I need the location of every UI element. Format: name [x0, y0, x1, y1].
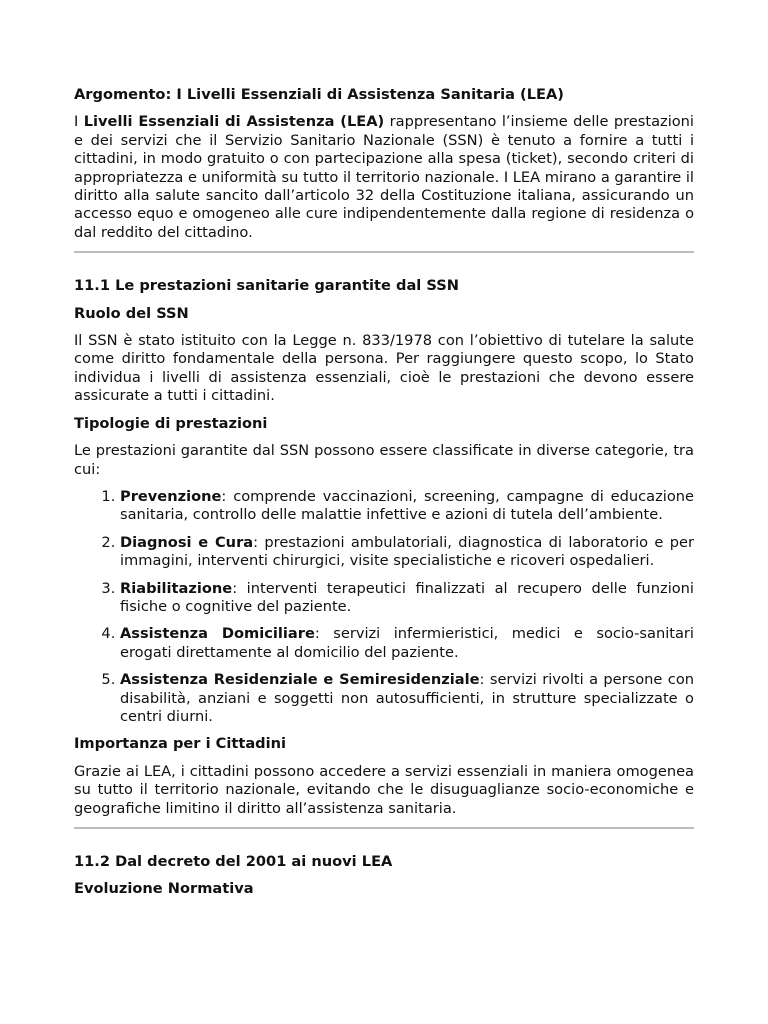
importanza-paragraph: Grazie ai LEA, i cittadini possono accedere a servizi essenziali in maniera omogenea su tutto il territorio nazionale, evitando che le disuguaglianze socio-economiche e geografiche limitino il diritto all’assistenza sanitaria.: [74, 762, 694, 817]
section-2-heading: 11.2 Dal decreto del 2001 ai nuovi LEA: [74, 853, 393, 870]
list-item-desc: : servizi infermieristici, medici e socio-sanitari erogati direttamente al domicilio del paziente.: [120, 625, 694, 661]
list-item: [120, 580, 694, 617]
intro-prefix: I: [74, 113, 84, 131]
list-item-term: Assistenza Domiciliare: [120, 625, 315, 643]
list-item: [120, 534, 694, 571]
intro-bold-term: Livelli Essenziali di Assistenza (LEA): [83, 113, 385, 131]
list-item-term: Diagnosi e Cura: [120, 533, 254, 551]
document-content: [74, 86, 694, 899]
importanza-heading: Importanza per i Cittadini: [74, 735, 287, 753]
section-divider: [74, 827, 694, 829]
section-1-heading: 11.1 Le prestazioni sanitarie garantite dal SSN: [74, 277, 459, 295]
list-item-desc: : comprende vaccinazioni, screening, campagne di educazione sanitaria, controllo delle malattie infettive e azioni di tutela dell’ambiente.: [120, 487, 694, 524]
ruolo-paragraph: Il SSN è stato istituito con la Legge n. 833/1978 con l’obiettivo di tutelare la salute come diritto fondamentale della persona. Per raggiungere questo scopo, lo Stato individua i livelli di assistenza essenziali, cioè le prestazioni che devono essere assicurate a tutti i cittadini.: [74, 332, 694, 405]
list-item-desc: : servizi rivolti a persone con disabilità, anziani e soggetti non autosufficienti, in strutture specializzate o centri diurni.: [120, 671, 694, 725]
list-item-desc: : interventi terapeutici finalizzati al recupero delle funzioni fisiche o cognitive del paziente.: [120, 579, 694, 615]
tipologie-intro: Le prestazioni garantite dal SSN possono essere classificate in diverse categorie, tra cui:: [74, 442, 694, 478]
tipologie-list: [74, 488, 694, 726]
topic-heading: Argomento: I Livelli Essenziali di Assistenza Sanitaria (LEA): [74, 86, 564, 103]
list-item: [120, 488, 694, 525]
list-item-term: Prevenzione: [120, 487, 222, 505]
intro-paragraph: [74, 113, 694, 242]
list-item-desc: : prestazioni ambulatoriali, diagnostica di laboratorio e per immagini, interventi chirurgici, visite specialistiche e ricoveri ospedalieri.: [120, 533, 694, 570]
intro-text: rappresentano l’insieme delle prestazioni e dei servizi che il Servizio Sanitario Nazionale (SSN) è tenuto a fornire a tutti i cittadini, in modo gratuito o con partecipazione alla spesa (ticket), secondo criteri di appropriatezza e uniformità su tutto il territorio nazionale. I LEA mirano a garantire il diritto alla salute sancito dall’articolo 32 della Costituzione italiana, assicurando un accesso equo e omogeneo alle cure indipendentemente dalla regione di residenza o dal reddito del cittadino.: [74, 113, 694, 241]
evoluzione-heading: Evoluzione Normativa: [74, 880, 254, 898]
section-divider: [74, 251, 694, 253]
list-item-term: Assistenza Residenziale e Semiresidenziale: [120, 671, 480, 689]
ruolo-heading: Ruolo del SSN: [74, 304, 189, 322]
list-item: [120, 625, 694, 662]
list-item: [120, 671, 694, 726]
list-item-term: Riabilitazione: [120, 579, 233, 597]
tipologie-heading: Tipologie di prestazioni: [74, 414, 268, 432]
